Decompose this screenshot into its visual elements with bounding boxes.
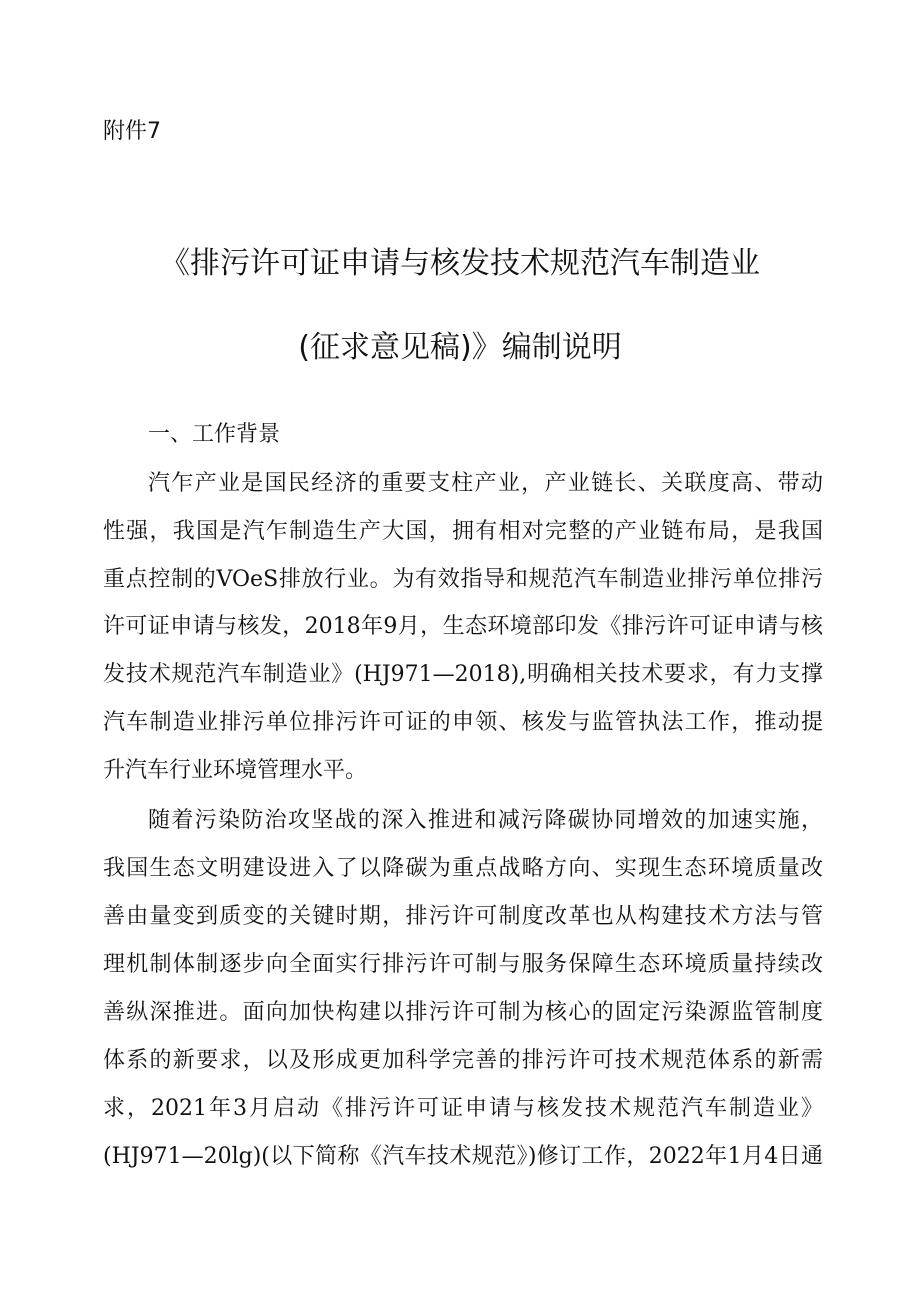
paragraph-2-line: 理机制体制逐步向全面实行排污许可制与服务保障生态环境质量持续改 (103, 952, 823, 977)
attachment-label: 附件7 (103, 119, 161, 144)
paragraph-2-line: 随着污染防治攻坚战的深入推进和减污降碳协同增效的加速实施， (148, 808, 823, 833)
paragraph-2-line: 体系的新要求，以及形成更加科学完善的排污许可技术规范体系的新需 (103, 1048, 823, 1073)
document-title-line-2: (征求意见稿)》编制说明 (298, 330, 622, 365)
paragraph-2-line: (HJ971—20lg)(以下简称《汽车技术规范》)修订工作，2022年1月4日通 (103, 1144, 823, 1169)
paragraph-1-line: 汽车制造业排污单位排污许可证的申领、核发与监管执法工作，推动提 (103, 710, 823, 735)
paragraph-2-line: 善纵深推进。面向加快构建以排污许可制为核心的固定污染源监管制度 (103, 1000, 823, 1025)
document-title-line-1: 《排污许可证申请与核发技术规范汽车制造业 (160, 246, 760, 281)
paragraph-1-line: 重点控制的VOeS排放行业。为有效指导和规范汽车制造业排污单位排污 (103, 567, 823, 592)
section-heading: 一、工作背景 (148, 422, 281, 447)
paragraph-1-line: 发技术规范汽车制造业》(HJ971—2018),明确相关技术要求，有力支撑 (103, 662, 823, 687)
paragraph-2-line: 善由量变到质变的关键时期，排污许可制度改革也从构建技术方法与管 (103, 904, 823, 929)
paragraph-1-line: 性强，我国是汽乍制造生产大国，拥有相对完整的产业链布局，是我国 (103, 519, 823, 544)
paragraph-1-line: 升汽车行业环境管理水平。 (103, 758, 368, 783)
paragraph-2-line: 我国生态文明建设进入了以降碳为重点战略方向、实现生态环境质量改 (103, 856, 823, 881)
paragraph-2-line: 求，2021年3月启动《排污许可证申请与核发技术规范汽车制造业》 (103, 1096, 823, 1121)
paragraph-1-line: 许可证申请与核发，2018年9月，生态环境部印发《排污许可证申请与核 (103, 614, 823, 639)
paragraph-1-line: 汽乍产业是国民经济的重要支柱产业，产业链长、关联度高、带动 (148, 471, 823, 496)
